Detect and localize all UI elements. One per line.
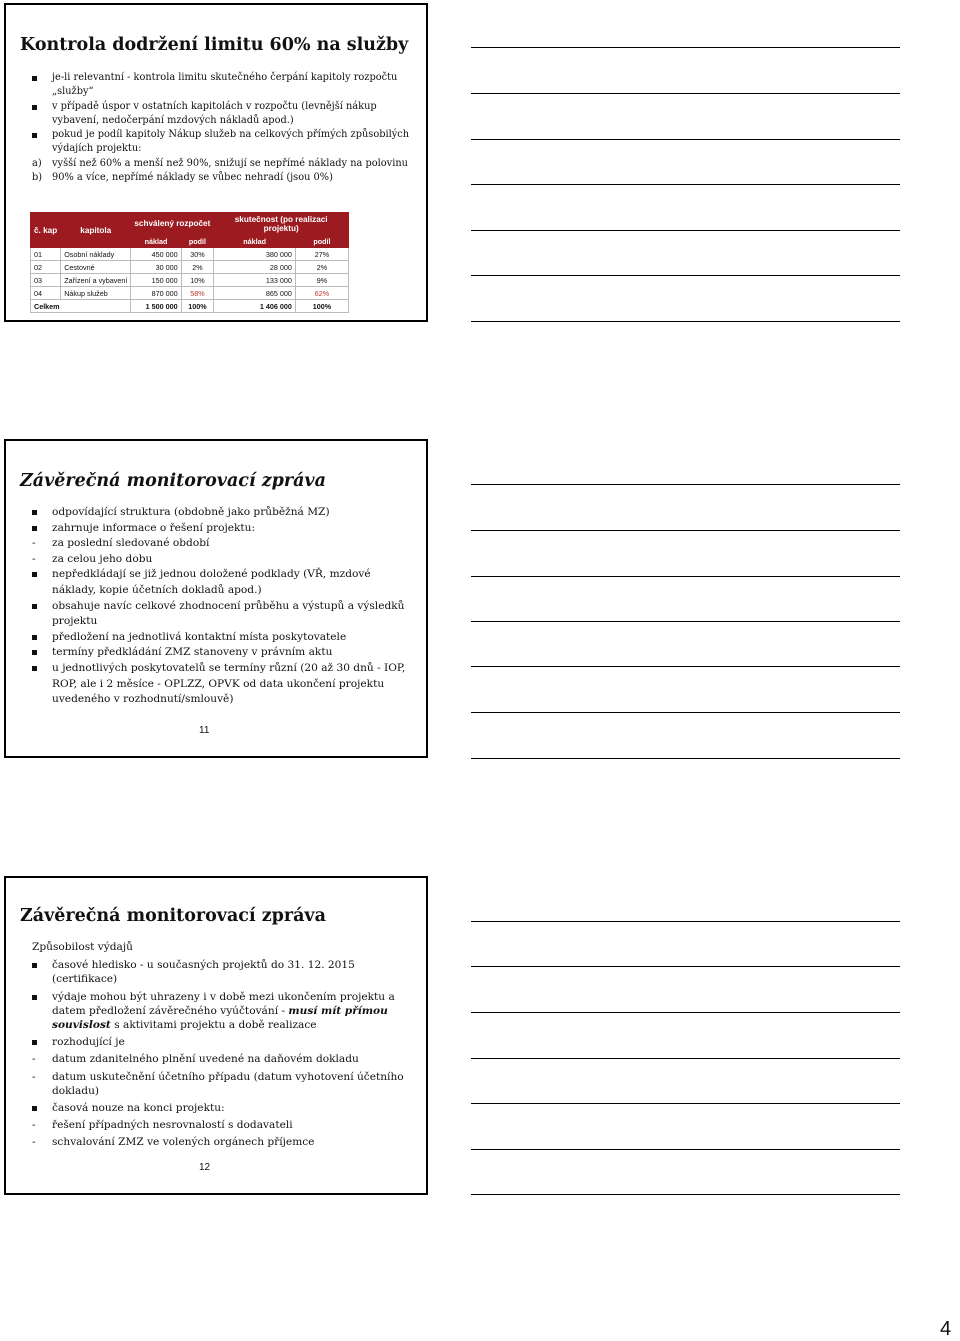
slide-3: [4, 876, 428, 1195]
note-line: [471, 93, 900, 94]
slide-body: [26, 71, 416, 185]
note-line: [471, 921, 900, 922]
table-row: 03 Zařízení a vybavení 150 000 10% 133 000 9%: [31, 274, 349, 287]
table-row: 02 Cestovné 30 000 2% 28 000 2%: [31, 261, 349, 274]
note-line: [471, 712, 900, 713]
square-bullet-icon: [32, 635, 37, 640]
note-line: [471, 230, 900, 231]
bullet-item: časová nouze na konci projektu:: [26, 1101, 416, 1115]
dash-item: - datum uskutečnění účetního případu (datum vyhotovení účetního dokladu): [32, 1070, 404, 1097]
square-bullet-icon: [32, 995, 37, 1000]
square-bullet-icon: [32, 76, 37, 81]
note-line: [471, 275, 900, 276]
slide-body: [26, 940, 416, 1150]
note-line: [471, 184, 900, 185]
bullet-item: odpovídající struktura (obdobně jako průběžná MZ): [26, 505, 416, 521]
square-bullet-icon: [32, 604, 37, 609]
header-schvaleny: schválený rozpočet: [131, 213, 214, 235]
dash-item: - datum zdanitelného plnění uvedené na daňovém dokladu: [32, 1053, 359, 1066]
lettered-item: a) vyšší než 60% a menší než 90%, snižují se nepřímé náklady na polovinu: [32, 157, 408, 169]
square-bullet-icon: [32, 572, 37, 577]
note-line: [471, 1194, 900, 1195]
dash-item: - schvalování ZMZ ve volených orgánech příjemce: [32, 1136, 315, 1149]
header-naklad: náklad: [131, 235, 181, 248]
header-naklad: náklad: [214, 235, 296, 248]
slide-number: 12: [199, 1162, 211, 1173]
slide-body: [26, 505, 416, 708]
square-bullet-icon: [32, 963, 37, 968]
note-line: [471, 321, 900, 322]
note-line: [471, 1103, 900, 1104]
bullet-item: pokud je podíl kapitoly Nákup služeb na celkových přímých způsobilých výdajích projektu:: [26, 128, 416, 157]
bullet-item: rozhodující je: [26, 1035, 416, 1049]
slide-subtitle: Způsobilost výdajů: [32, 941, 133, 953]
note-line: [471, 1149, 900, 1150]
bullet-item: v případě úspor v ostatních kapitolách v rozpočtu (levnější nákup vybavení, nedočerpání mzdových nákladů apod.): [26, 100, 416, 129]
bullet-item: výdaje mohou být uhrazeny i v době mezi ukončením projektu a datem předložení závěrečného vyúčtování - musí mít přímou souvislost s aktivitami projektu a době realizace: [26, 990, 416, 1033]
note-line: [471, 576, 900, 577]
header-kap: č. kap: [31, 213, 61, 248]
lettered-item: b) 90% a více, nepřímé náklady se vůbec nehradí (jsou 0%): [32, 172, 333, 184]
bullet-item: předložení na jednotlivá kontaktní místa poskytovatele: [26, 630, 416, 646]
slide-1: [4, 3, 428, 322]
note-line: [471, 666, 900, 667]
dash-item: - řešení případných nesrovnalostí s dodavateli: [32, 1119, 293, 1132]
bullet-item: obsahuje navíc celkové zhodnocení průběhu a výstupů a výsledků projektu: [26, 599, 416, 630]
bullet-item: termíny předkládání ZMZ stanoveny v právním aktu: [26, 645, 416, 661]
header-podil: podíl: [295, 235, 348, 248]
square-bullet-icon: [32, 666, 37, 671]
note-line: [471, 47, 900, 48]
note-line: [471, 530, 900, 531]
page-number: 4: [940, 1318, 952, 1340]
bullet-item: je-li relevantní - kontrola limitu skutečného čerpání kapitoly rozpočtu „služby“: [26, 71, 416, 100]
header-kapitola: kapitola: [61, 213, 131, 248]
budget-table: [30, 212, 349, 313]
bullet-item: nepředkládají se již jednou doložené podklady (VŘ, mzdové náklady, kopie účetních dokladů apod.): [26, 567, 416, 598]
dash-item: - za poslední sledované období: [32, 537, 210, 550]
square-bullet-icon: [32, 133, 37, 138]
note-line: [471, 484, 900, 485]
header-podil: podíl: [181, 235, 214, 248]
square-bullet-icon: [32, 1106, 37, 1111]
square-bullet-icon: [32, 650, 37, 655]
table-row: 04 Nákup služeb 870 000 58% 865 000 62%: [31, 287, 349, 300]
bullet-item: časové hledisko - u současných projektů do 31. 12. 2015 (certifikace): [26, 958, 416, 986]
dash-item: - za celou jeho dobu: [32, 552, 153, 565]
square-bullet-icon: [32, 510, 37, 515]
square-bullet-icon: [32, 526, 37, 531]
slide-title: Závěrečná monitorovací zpráva: [20, 471, 326, 491]
note-line: [471, 1012, 900, 1013]
square-bullet-icon: [32, 1040, 37, 1045]
header-skutecnost: skutečnost (po realizaci projektu): [214, 213, 349, 235]
table-total-row: Celkem 1 500 000 100% 1 406 000 100%: [31, 300, 349, 313]
note-line: [471, 1058, 900, 1059]
note-line: [471, 966, 900, 967]
square-bullet-icon: [32, 105, 37, 110]
bullet-item: zahrnuje informace o řešení projektu:: [26, 521, 416, 537]
note-line: [471, 621, 900, 622]
note-line: [471, 139, 900, 140]
bullet-item: u jednotlivých poskytovatelů se termíny různí (20 až 30 dnů - IOP, ROP, ale i 2 měsíce - OPLZZ, OPVK od data ukončení projektu uvedeného v rozhodnutí/smlouvě): [26, 661, 416, 708]
note-line: [471, 758, 900, 759]
slide-title: Závěrečná monitorovací zpráva: [20, 906, 326, 926]
table-row: 01 Osobní náklady 450 000 30% 380 000 27%: [31, 248, 349, 261]
slide-title: Kontrola dodržení limitu 60% na služby: [20, 35, 409, 55]
slide-number: 11: [199, 725, 210, 736]
slide-2: [4, 439, 428, 758]
